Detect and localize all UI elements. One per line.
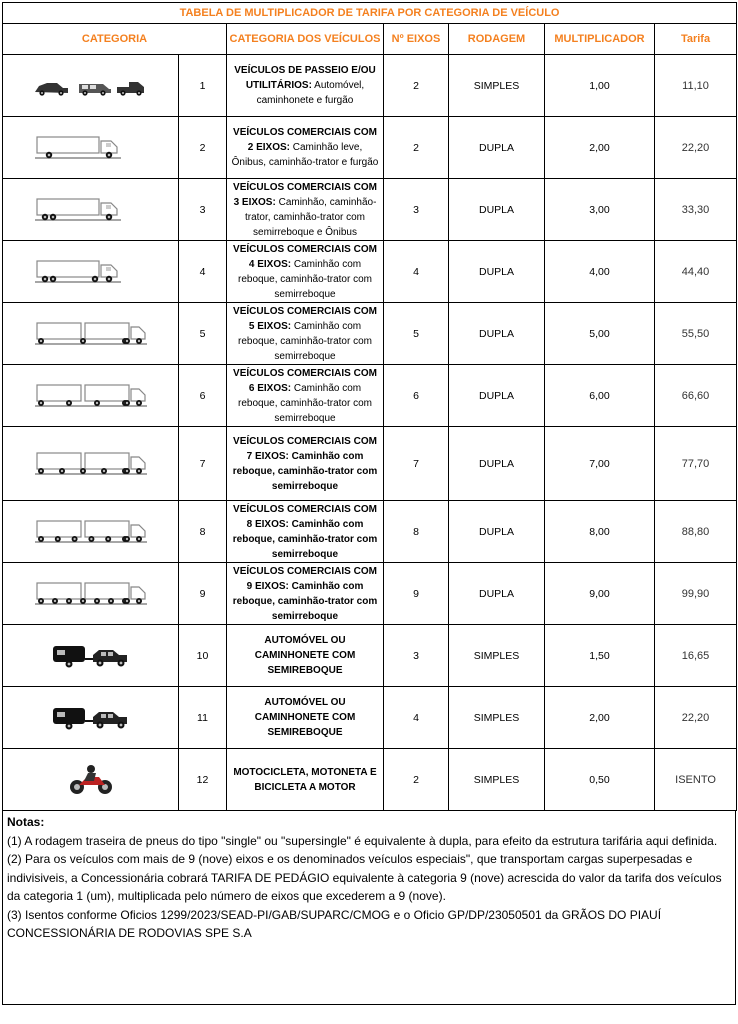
wheels-value: SIMPLES [449,625,545,687]
vehicle-icon-cell [3,625,179,687]
table-row [3,365,737,427]
vehicle-icon-cell [3,501,179,563]
description-bold: VEÍCULOS COMERCIAIS COM 7 EIXOS: Caminhão com reboque, caminhão-trator com semirreboque [232,435,378,492]
description-normal: Caminhão leve, Ônibus, caminhão-trator e furgão [231,142,379,168]
wheels-value: SIMPLES [449,687,545,749]
passenger-cars-icon [33,74,148,98]
header-categoria-veiculos: CATEGORIA DOS VEÍCULOS [227,24,384,55]
description-bold: VEÍCULOS COMERCIAIS COM 6 EIXOS: [233,367,377,394]
vehicle-description [227,749,384,811]
note-3: (3) Isentos conforme Oficios 1299/2023/SEAD-PI/GAB/SUPARC/CMOG e o Oficio GP/DP/23050501 da GRÃOS DO PIAUÍ CONCESSIONÁRIA DE RODOVIAS SPE S.A [7,907,662,940]
header-eixos: Nº EIXOS [384,24,449,55]
table-row [3,241,737,303]
truck-7-axles-icon [35,449,147,479]
car-with-trailer-2-icon [51,704,131,732]
category-number: 12 [179,749,227,811]
category-number: 2 [179,117,227,179]
description-bold: VEÍCULOS COMERCIAIS COM 5 EIXOS: [233,305,377,332]
vehicle-description [227,687,384,749]
tariff-value: 33,30 [655,179,737,241]
vehicle-icon-cell [3,563,179,625]
description-bold: VEÍCULOS COMERCIAIS COM 4 EIXOS: [233,243,377,270]
truck-9-axles-icon [35,579,147,609]
header-multiplicador: MULTIPLICADOR [545,24,655,55]
description-bold: VEÍCULOS COMERCIAIS COM 8 EIXOS: Caminhão com reboque, caminhão-trator com semirreboque [232,503,378,560]
vehicle-description [227,303,384,365]
wheels-value: DUPLA [449,427,545,501]
wheels-value: DUPLA [449,501,545,563]
tariff-value: 77,70 [655,427,737,501]
description-normal: Caminhão com reboque, caminhão-trator com semirreboque [238,320,372,362]
axles-value: 5 [384,303,449,365]
axles-value: 7 [384,427,449,501]
vehicle-icon-cell [3,117,179,179]
vehicle-description [227,179,384,241]
multiplier-value: 0,50 [545,749,655,811]
description-bold: AUTOMÓVEL OU CAMINHONETE COM SEMIREBOQUE [254,697,356,738]
wheels-value: DUPLA [449,303,545,365]
header-rodagem: RODAGEM [449,24,545,55]
multiplier-value: 2,00 [545,687,655,749]
header-categoria: CATEGORIA [3,24,227,55]
vehicle-description [227,55,384,117]
vehicle-icon-cell [3,241,179,303]
wheels-value: DUPLA [449,241,545,303]
notes-section [2,811,736,1005]
axles-value: 3 [384,625,449,687]
table-row [3,563,737,625]
table-row [3,687,737,749]
axles-value: 2 [384,55,449,117]
vehicle-icon-cell [3,687,179,749]
multiplier-value: 5,00 [545,303,655,365]
truck-5-axles-icon [35,319,147,349]
description-bold: VEÍCULOS COMERCIAIS COM 9 EIXOS: Caminhão com reboque, caminhão-trator com semirreboque [232,565,378,622]
description-normal: Automóvel, caminhonete e furgão [256,80,365,106]
vehicle-description [227,427,384,501]
note-2: (2) Para os veículos com mais de 9 (nove) eixos e os denominados veículos especiais", que transportam cargas superpesadas e indivisiveis, a Concessionária cobrará TARIFA DE PEDÁGIO equivalente à categoria 9 (nove) acrescida do valor da tarifa dos veículos da categoria 1 (um), multiplicada pelo número de eixos que excederem a 9 (nove). [7,852,722,903]
wheels-value: SIMPLES [449,749,545,811]
car-with-trailer-icon [51,642,131,670]
table-row [3,501,737,563]
vehicle-icon-cell [3,55,179,117]
description-normal: Caminhão com reboque, caminhão-trator com semirreboque [238,258,372,300]
truck-6-axles-icon [35,381,147,411]
table-row [3,749,737,811]
vehicle-icon-cell [3,427,179,501]
multiplier-value: 7,00 [545,427,655,501]
category-number: 5 [179,303,227,365]
tariff-value: 11,10 [655,55,737,117]
truck-2-axles-icon [35,133,147,163]
multiplier-value: 9,00 [545,563,655,625]
description-bold: VEÍCULOS COMERCIAIS COM 2 EIXOS: [233,127,377,153]
tariff-value: 99,90 [655,563,737,625]
axles-value: 2 [384,117,449,179]
vehicle-icon-cell [3,365,179,427]
tariff-value: 22,20 [655,687,737,749]
category-number: 9 [179,563,227,625]
vehicle-description [227,241,384,303]
tariff-table [2,2,737,811]
category-number: 7 [179,427,227,501]
table-row [3,303,737,365]
header-tarifa: Tarifa [655,24,737,55]
tariff-value: 66,60 [655,365,737,427]
axles-value: 4 [384,241,449,303]
multiplier-value: 1,50 [545,625,655,687]
multiplier-value: 6,00 [545,365,655,427]
axles-value: 6 [384,365,449,427]
wheels-value: DUPLA [449,117,545,179]
truck-3-axles-icon [35,195,147,225]
vehicle-description [227,501,384,563]
note-1: (1) A rodagem traseira de pneus do tipo "single" ou "supersingle" é equivalente à dupla, para efeito da estrutura tarifária aqui definida. [7,833,718,848]
wheels-value: DUPLA [449,179,545,241]
vehicle-icon-cell [3,749,179,811]
category-number: 10 [179,625,227,687]
vehicle-icon-cell [3,179,179,241]
vehicle-icon-cell [3,303,179,365]
multiplier-value: 4,00 [545,241,655,303]
table-row [3,625,737,687]
multiplier-value: 2,00 [545,117,655,179]
motorcycle-icon [67,763,115,797]
category-number: 1 [179,55,227,117]
vehicle-description [227,365,384,427]
vehicle-description [227,117,384,179]
table-body [3,55,737,811]
tariff-value: 55,50 [655,303,737,365]
multiplier-value: 3,00 [545,179,655,241]
wheels-value: DUPLA [449,563,545,625]
category-number: 8 [179,501,227,563]
tariff-sheet [2,2,736,1022]
category-number: 6 [179,365,227,427]
tariff-value: 88,80 [655,501,737,563]
axles-value: 2 [384,749,449,811]
tariff-value: 16,65 [655,625,737,687]
truck-4-axles-icon [35,257,147,287]
category-number: 11 [179,687,227,749]
description-bold: VEÍCULOS COMERCIAIS COM 3 EIXOS: [233,181,377,208]
table-row [3,179,737,241]
truck-8-axles-icon [35,517,147,547]
table-row [3,55,737,117]
axles-value: 4 [384,687,449,749]
description-bold: MOTOCICLETA, MOTONETA E BICICLETA A MOTOR [233,766,377,793]
description-normal: Caminhão, caminhão-trator, caminhão-trator com semirreboque e Ônibus [244,196,377,238]
axles-value: 3 [384,179,449,241]
vehicle-description [227,625,384,687]
tariff-value: 44,40 [655,241,737,303]
wheels-value: DUPLA [449,365,545,427]
notes-heading: Notas: [7,815,45,829]
tariff-value: ISENTO [655,749,737,811]
description-normal: Caminhão com reboque, caminhão-trator com semirreboque [238,382,372,424]
table-row [3,427,737,501]
description-bold: AUTOMÓVEL OU CAMINHONETE COM SEMIREBOQUE [254,635,356,676]
description-bold: VEÍCULOS DE PASSEIO E/OU UTILITÁRIOS: [234,65,376,91]
tariff-value: 22,20 [655,117,737,179]
vehicle-description [227,563,384,625]
axles-value: 8 [384,501,449,563]
axles-value: 9 [384,563,449,625]
table-title: TABELA DE MULTIPLICADOR DE TARIFA POR CATEGORIA DE VEÍCULO [3,3,737,24]
category-number: 3 [179,179,227,241]
multiplier-value: 1,00 [545,55,655,117]
wheels-value: SIMPLES [449,55,545,117]
category-number: 4 [179,241,227,303]
table-row [3,117,737,179]
multiplier-value: 8,00 [545,501,655,563]
